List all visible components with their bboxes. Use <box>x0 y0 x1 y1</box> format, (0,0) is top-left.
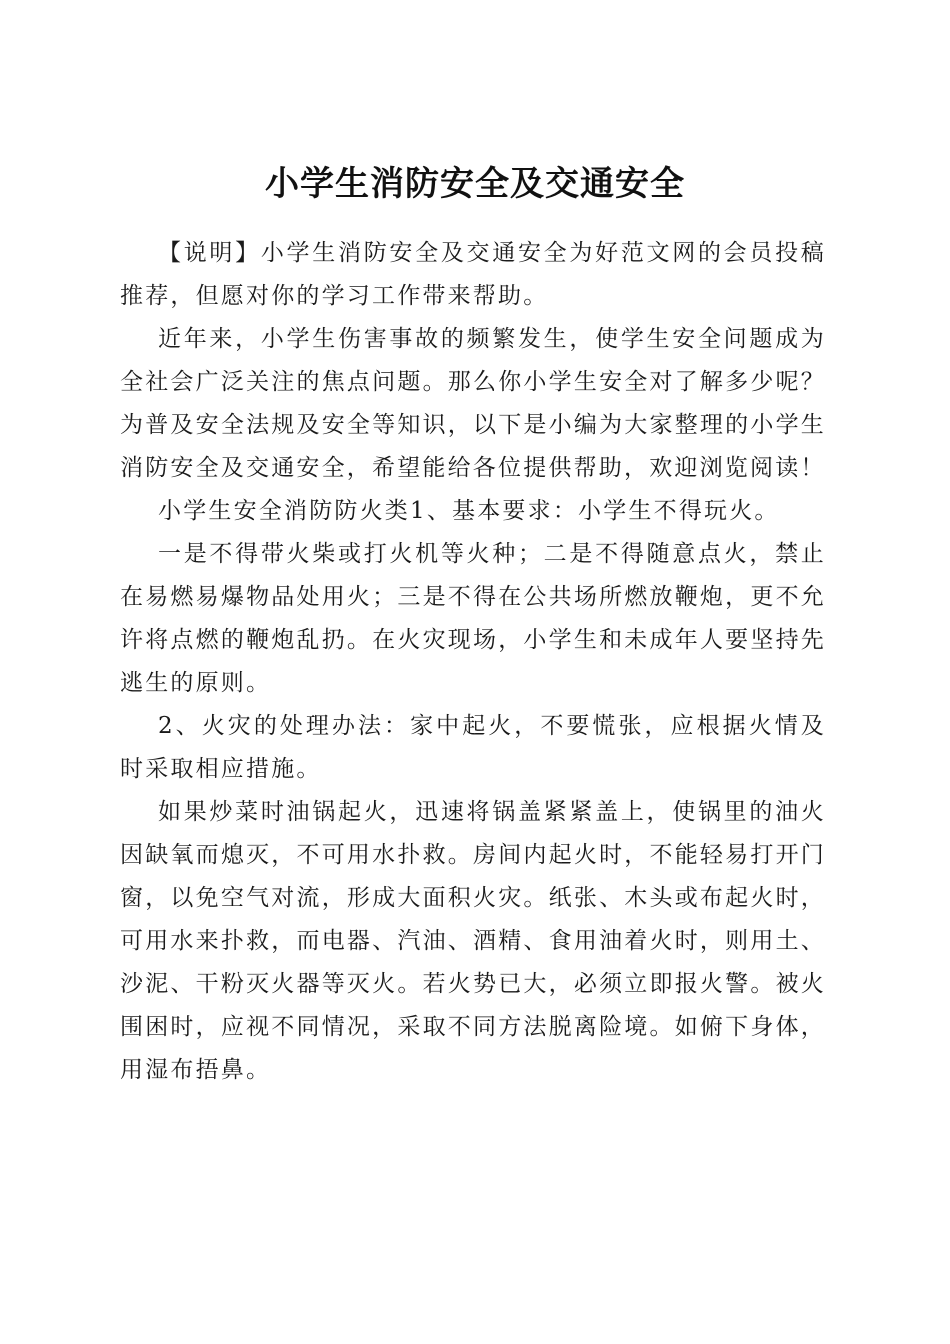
paragraph-fire-handling: 2、火灾的处理办法：家中起火，不要慌张，应根据火情及时采取相应措施。 <box>120 713 826 782</box>
document-body <box>120 232 826 1092</box>
paragraph-fire-methods: 如果炒菜时油锅起火，迅速将锅盖紧紧盖上，使锅里的油火因缺氧而熄灭，不可用水扑救。房间内起火时，不能轻易打开门窗，以免空气对流，形成大面积火灾。纸张、木头或布起火时，可用水来扑救，而电器、汽油、酒精、食用油着火时，则用土、沙泥、干粉灭火器等灭火。若火势已大，必须立即报火警。被火围困时，应视不同情况，采取不同方法脱离险境。如俯下身体，用湿布捂鼻。 <box>120 799 826 1083</box>
paragraph-fire-basic: 小学生安全消防防火类1、基本要求：小学生不得玩火。 <box>158 498 780 524</box>
paragraph-intro: 近年来，小学生伤害事故的频繁发生，使学生安全问题成为全社会广泛关注的焦点问题。那么你小学生安全对了解多少呢？为普及安全法规及安全等知识，以下是小编为大家整理的小学生消防安全及交通安全，希望能给各位提供帮助，欢迎浏览阅读！ <box>120 326 826 481</box>
document-title: 小学生消防安全及交通安全 <box>265 163 685 204</box>
paragraph-fire-rules: 一是不得带火柴或打火机等火种；二是不得随意点火，禁止在易燃易爆物品处用火；三是不得在公共场所燃放鞭炮，更不允许将点燃的鞭炮乱扔。在火灾现场，小学生和未成年人要坚持先逃生的原则。 <box>120 541 826 696</box>
paragraph-note: 【说明】小学生消防安全及交通安全为好范文网的会员投稿推荐，但愿对你的学习工作带来帮助。 <box>120 240 826 309</box>
